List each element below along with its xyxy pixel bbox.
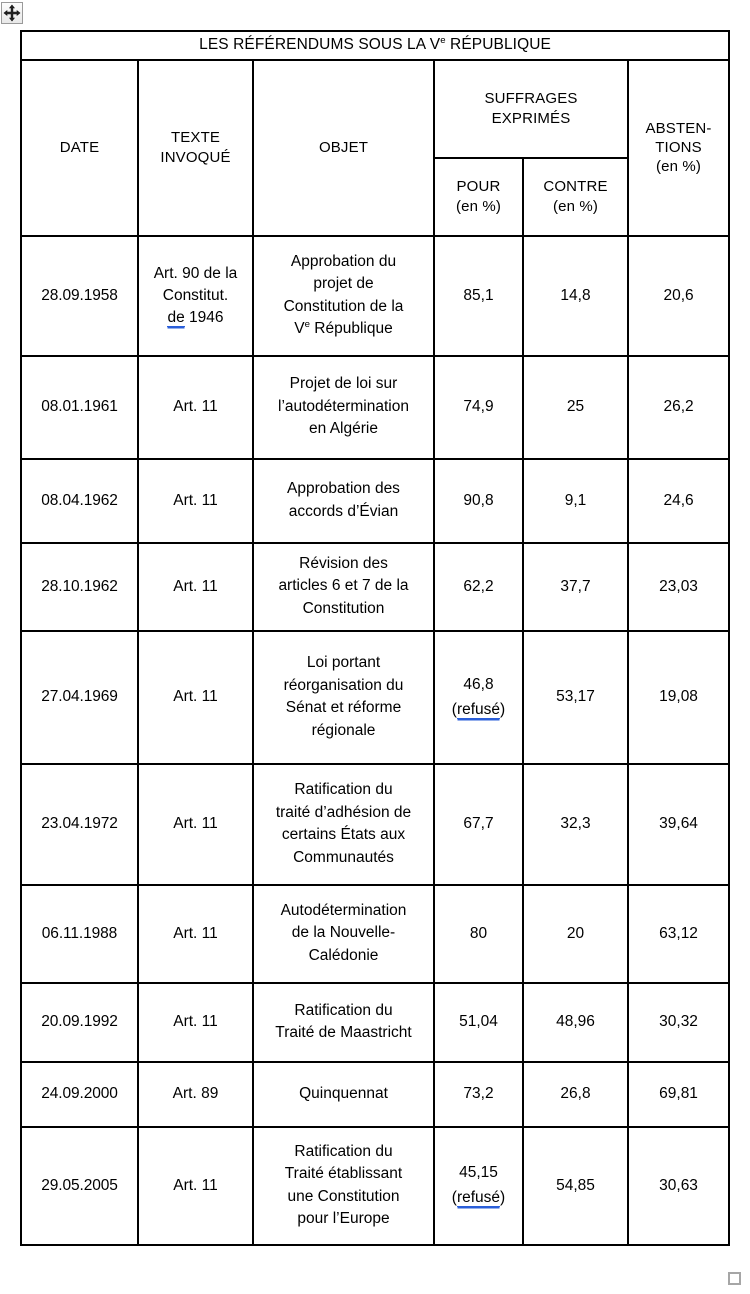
cell-texte-invoque: Art. 11 [138,543,253,631]
cell-objet [253,236,434,356]
header-suffrages-line1: SUFFRAGES [484,90,578,108]
referendums-table [20,30,730,1246]
cell-date: 28.09.1958 [21,236,138,356]
cell-date: 20.09.1992 [21,983,138,1062]
cell-pour: 90,8 [434,459,523,543]
pour-value: 45,15 [459,1164,498,1182]
cell-objet [253,356,434,459]
cell-abstentions: 23,03 [628,543,729,631]
referendums-table-container [20,30,728,1246]
header-date: DATE [21,60,138,236]
cell-abstentions: 30,63 [628,1127,729,1245]
objet-line-3: Calédonie [308,946,379,964]
texte-line-1: Art. 90 de la [153,264,238,282]
cell-abstentions: 30,32 [628,983,729,1062]
cell-texte-invoque: Art. 11 [138,356,253,459]
header-contre-line2: (en %) [552,197,599,215]
cell-abstentions: 24,6 [628,459,729,543]
table-title-ordinal: e [440,34,446,46]
objet-line-1: Loi portant [306,654,381,672]
cell-abstentions: 39,64 [628,764,729,885]
cell-abstentions: 69,81 [628,1062,729,1127]
header-suffrages-exprimes [434,60,628,158]
cell-pour: 80 [434,885,523,983]
cell-abstentions: 26,2 [628,356,729,459]
cell-texte-invoque: Art. 11 [138,983,253,1062]
objet-line-1: Projet de loi sur [289,375,398,393]
texte-line-3-rest: 1946 [184,308,224,326]
objet-line-3: Constitution [302,599,385,617]
cell-contre: 9,1 [523,459,628,543]
cell-pour [434,1127,523,1245]
objet-line-1: Ratification du [294,1001,393,1019]
table-resize-handle[interactable] [728,1272,741,1285]
objet-line-2: traité d’adhésion de [275,803,412,821]
table-title [21,31,729,60]
cell-objet [253,543,434,631]
header-texte-invoque-line1: TEXTE [170,129,221,147]
objet-line-3: Sénat et réforme [285,699,402,717]
objet-line-1: Révision des [299,554,388,572]
cell-date: 06.11.1988 [21,885,138,983]
objet-line-1: Ratification du [294,781,393,799]
cell-pour: 85,1 [434,236,523,356]
cell-pour [434,631,523,764]
header-objet: OBJET [253,60,434,236]
cell-abstentions: 19,08 [628,631,729,764]
cell-date: 08.01.1961 [21,356,138,459]
cell-contre: 37,7 [523,543,628,631]
objet-line-3: une Constitution [287,1187,400,1205]
cell-objet [253,631,434,764]
objet-line-2: de la Nouvelle- [291,924,396,942]
header-abstentions-line1: ABSTEN- [645,119,712,137]
cell-pour: 73,2 [434,1062,523,1127]
header-contre [523,158,628,236]
objet-line-2: articles 6 et 7 de la [278,577,409,595]
table-row [21,236,729,356]
objet-line-3: certains États aux [281,826,406,844]
cell-pour: 51,04 [434,983,523,1062]
objet-line-1: Approbation des [287,480,400,498]
header-contre-line1: CONTRE [543,178,608,196]
objet-line-1: Approbation du [290,252,397,270]
header-abstentions [628,60,729,236]
grammar-suggestion-refuse[interactable]: refusé [456,1189,501,1207]
table-row [21,764,729,885]
table-title-suffix: RÉPUBLIQUE [445,36,551,53]
grammar-suggestion-de[interactable]: de [167,308,185,326]
cell-contre: 54,85 [523,1127,628,1245]
cell-abstentions: 63,12 [628,885,729,983]
move-cross-icon [2,3,22,23]
cell-texte-invoque [138,236,253,356]
cell-date: 29.05.2005 [21,1127,138,1245]
cell-objet [253,459,434,543]
cell-contre: 20 [523,885,628,983]
table-row [21,543,729,631]
header-abstentions-line2: TIONS [655,139,702,156]
table-row [21,885,729,983]
table-row [21,459,729,543]
cell-date: 23.04.1972 [21,764,138,885]
objet-line-2: l’autodétermination [278,397,409,415]
header-pour-line2: (en %) [455,197,502,215]
cell-objet [253,764,434,885]
cell-texte-invoque: Art. 11 [138,764,253,885]
cell-date: 08.04.1962 [21,459,138,543]
objet-line-4-prefix: V [294,320,305,338]
cell-texte-invoque: Art. 89 [138,1062,253,1127]
table-row [21,356,729,459]
cell-date: 28.10.1962 [21,543,138,631]
table-row [21,1127,729,1245]
table-row [21,1062,729,1127]
cell-contre: 26,8 [523,1062,628,1127]
cell-date: 24.09.2000 [21,1062,138,1127]
cell-contre: 14,8 [523,236,628,356]
objet-line-2: réorganisation du [283,676,404,694]
objet-line-4: régionale [311,721,376,739]
cell-pour: 67,7 [434,764,523,885]
header-suffrages-line2: EXPRIMÉS [491,109,571,127]
pour-value: 46,8 [463,675,494,693]
table-title-prefix: LES RÉFÉRENDUMS SOUS LA V [199,36,441,53]
table-header-row-1 [21,60,729,158]
pour-refused-note: (refusé) [451,700,506,718]
objet-line-4-ordinal: e [304,318,310,330]
objet-line-2: accords d’Évian [288,502,399,520]
header-pour [434,158,523,236]
table-title-row [21,31,729,60]
header-texte-invoque-line2: INVOQUÉ [160,148,231,166]
objet-line-2: Traité établissant [284,1165,403,1183]
objet-line-4-suffix: République [309,320,393,338]
cell-texte-invoque: Art. 11 [138,885,253,983]
objet-line-1: Autodétermination [280,901,407,919]
cell-date: 27.04.1969 [21,631,138,764]
cell-contre: 25 [523,356,628,459]
cell-contre: 32,3 [523,764,628,885]
cell-texte-invoque: Art. 11 [138,459,253,543]
objet-line-2: projet de [313,275,374,293]
cell-contre: 53,17 [523,631,628,764]
objet-line-1: Ratification du [294,1142,393,1160]
cell-pour: 74,9 [434,356,523,459]
header-abstentions-line3: (en %) [655,158,702,176]
cell-objet [253,885,434,983]
pour-refused-note: (refusé) [451,1189,506,1207]
cell-texte-invoque: Art. 11 [138,631,253,764]
grammar-suggestion-refuse[interactable]: refusé [456,700,501,718]
objet-line-2: Traité de Maastricht [275,1024,412,1042]
cell-contre: 48,96 [523,983,628,1062]
objet-line-4: pour l’Europe [297,1210,390,1228]
header-pour-line1: POUR [456,178,501,196]
table-move-handle[interactable] [1,2,23,24]
texte-line-2: Constitut. [162,286,229,304]
cell-objet: Quinquennat [253,1062,434,1127]
objet-line-4: Communautés [293,848,394,866]
cell-pour: 62,2 [434,543,523,631]
table-row [21,983,729,1062]
cell-objet [253,1127,434,1245]
cell-objet [253,983,434,1062]
cell-abstentions: 20,6 [628,236,729,356]
cell-texte-invoque: Art. 11 [138,1127,253,1245]
header-texte-invoque [138,60,253,236]
objet-line-3: Constitution de la [283,297,404,315]
objet-line-3: en Algérie [309,420,378,438]
table-row [21,631,729,764]
